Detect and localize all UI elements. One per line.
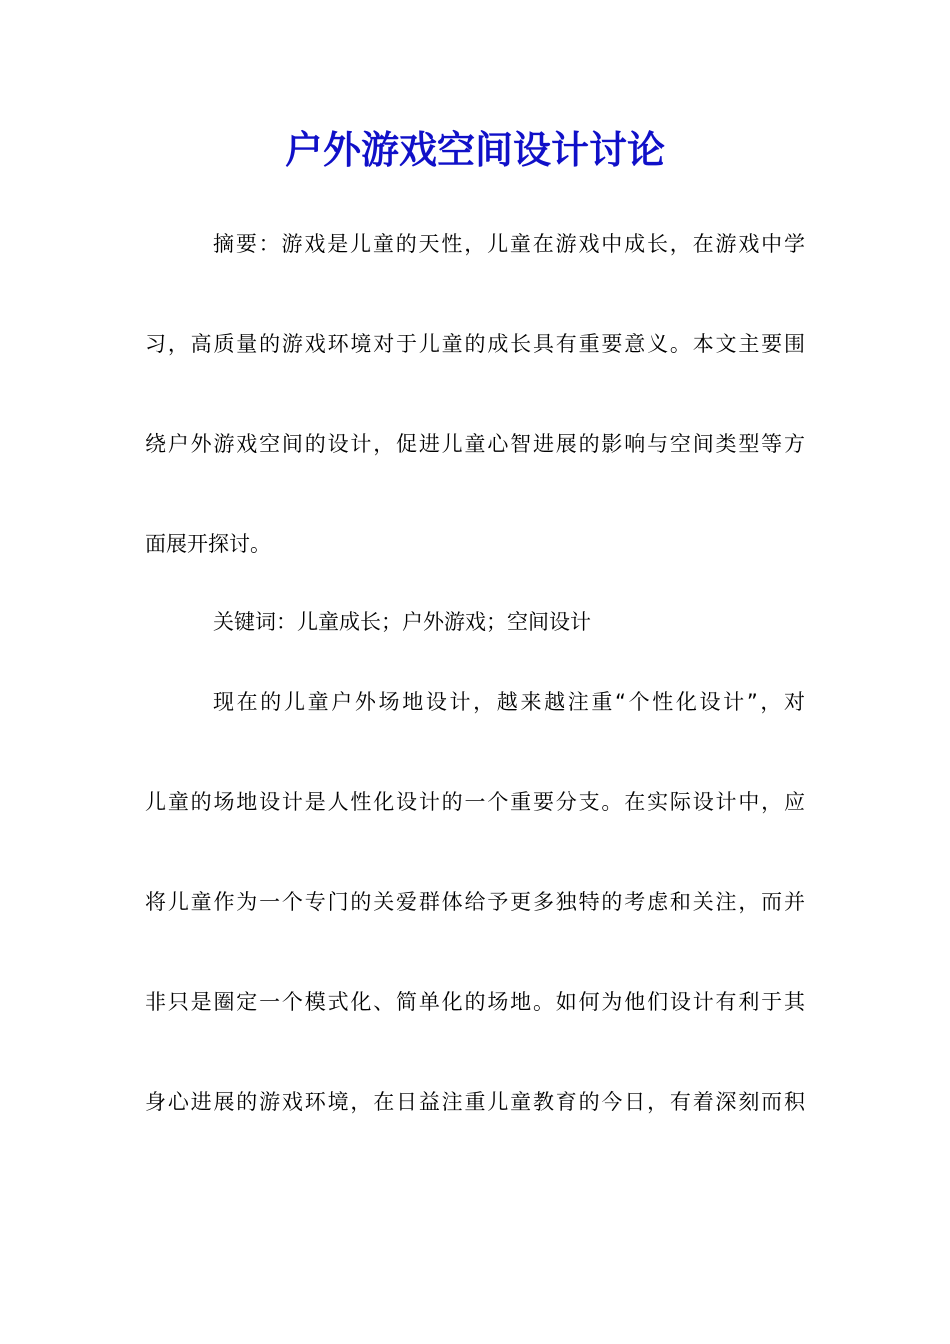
abstract-line-2: 习，高质量的游戏环境对于儿童的成长具有重要意义。本文主要围	[145, 332, 805, 356]
body-line-2: 儿童的场地设计是人性化设计的一个重要分支。在实际设计中，应	[145, 790, 805, 814]
document-title: 户外游戏空间设计讨论	[284, 127, 665, 172]
abstract-line-3: 绕户外游戏空间的设计，促进儿童心智进展的影响与空间类型等方	[145, 432, 805, 456]
body-line-5: 身心进展的游戏环境，在日益注重儿童教育的今日，有着深刻而积	[145, 1090, 805, 1114]
body-line-3: 将儿童作为一个专门的关爱群体给予更多独特的考虑和关注，而并	[145, 890, 805, 914]
abstract-line-4: 面展开探讨。	[145, 532, 271, 556]
abstract-line-1: 摘要：游戏是儿童的天性，儿童在游戏中成长，在游戏中学	[213, 232, 805, 256]
keywords-line: 关键词：儿童成长；户外游戏；空间设计	[213, 610, 591, 634]
body-line-1: 现在的儿童户外场地设计，越来越注重“个性化设计”，对	[213, 690, 805, 714]
body-line-4: 非只是圈定一个模式化、简单化的场地。如何为他们设计有利于其	[145, 990, 805, 1014]
